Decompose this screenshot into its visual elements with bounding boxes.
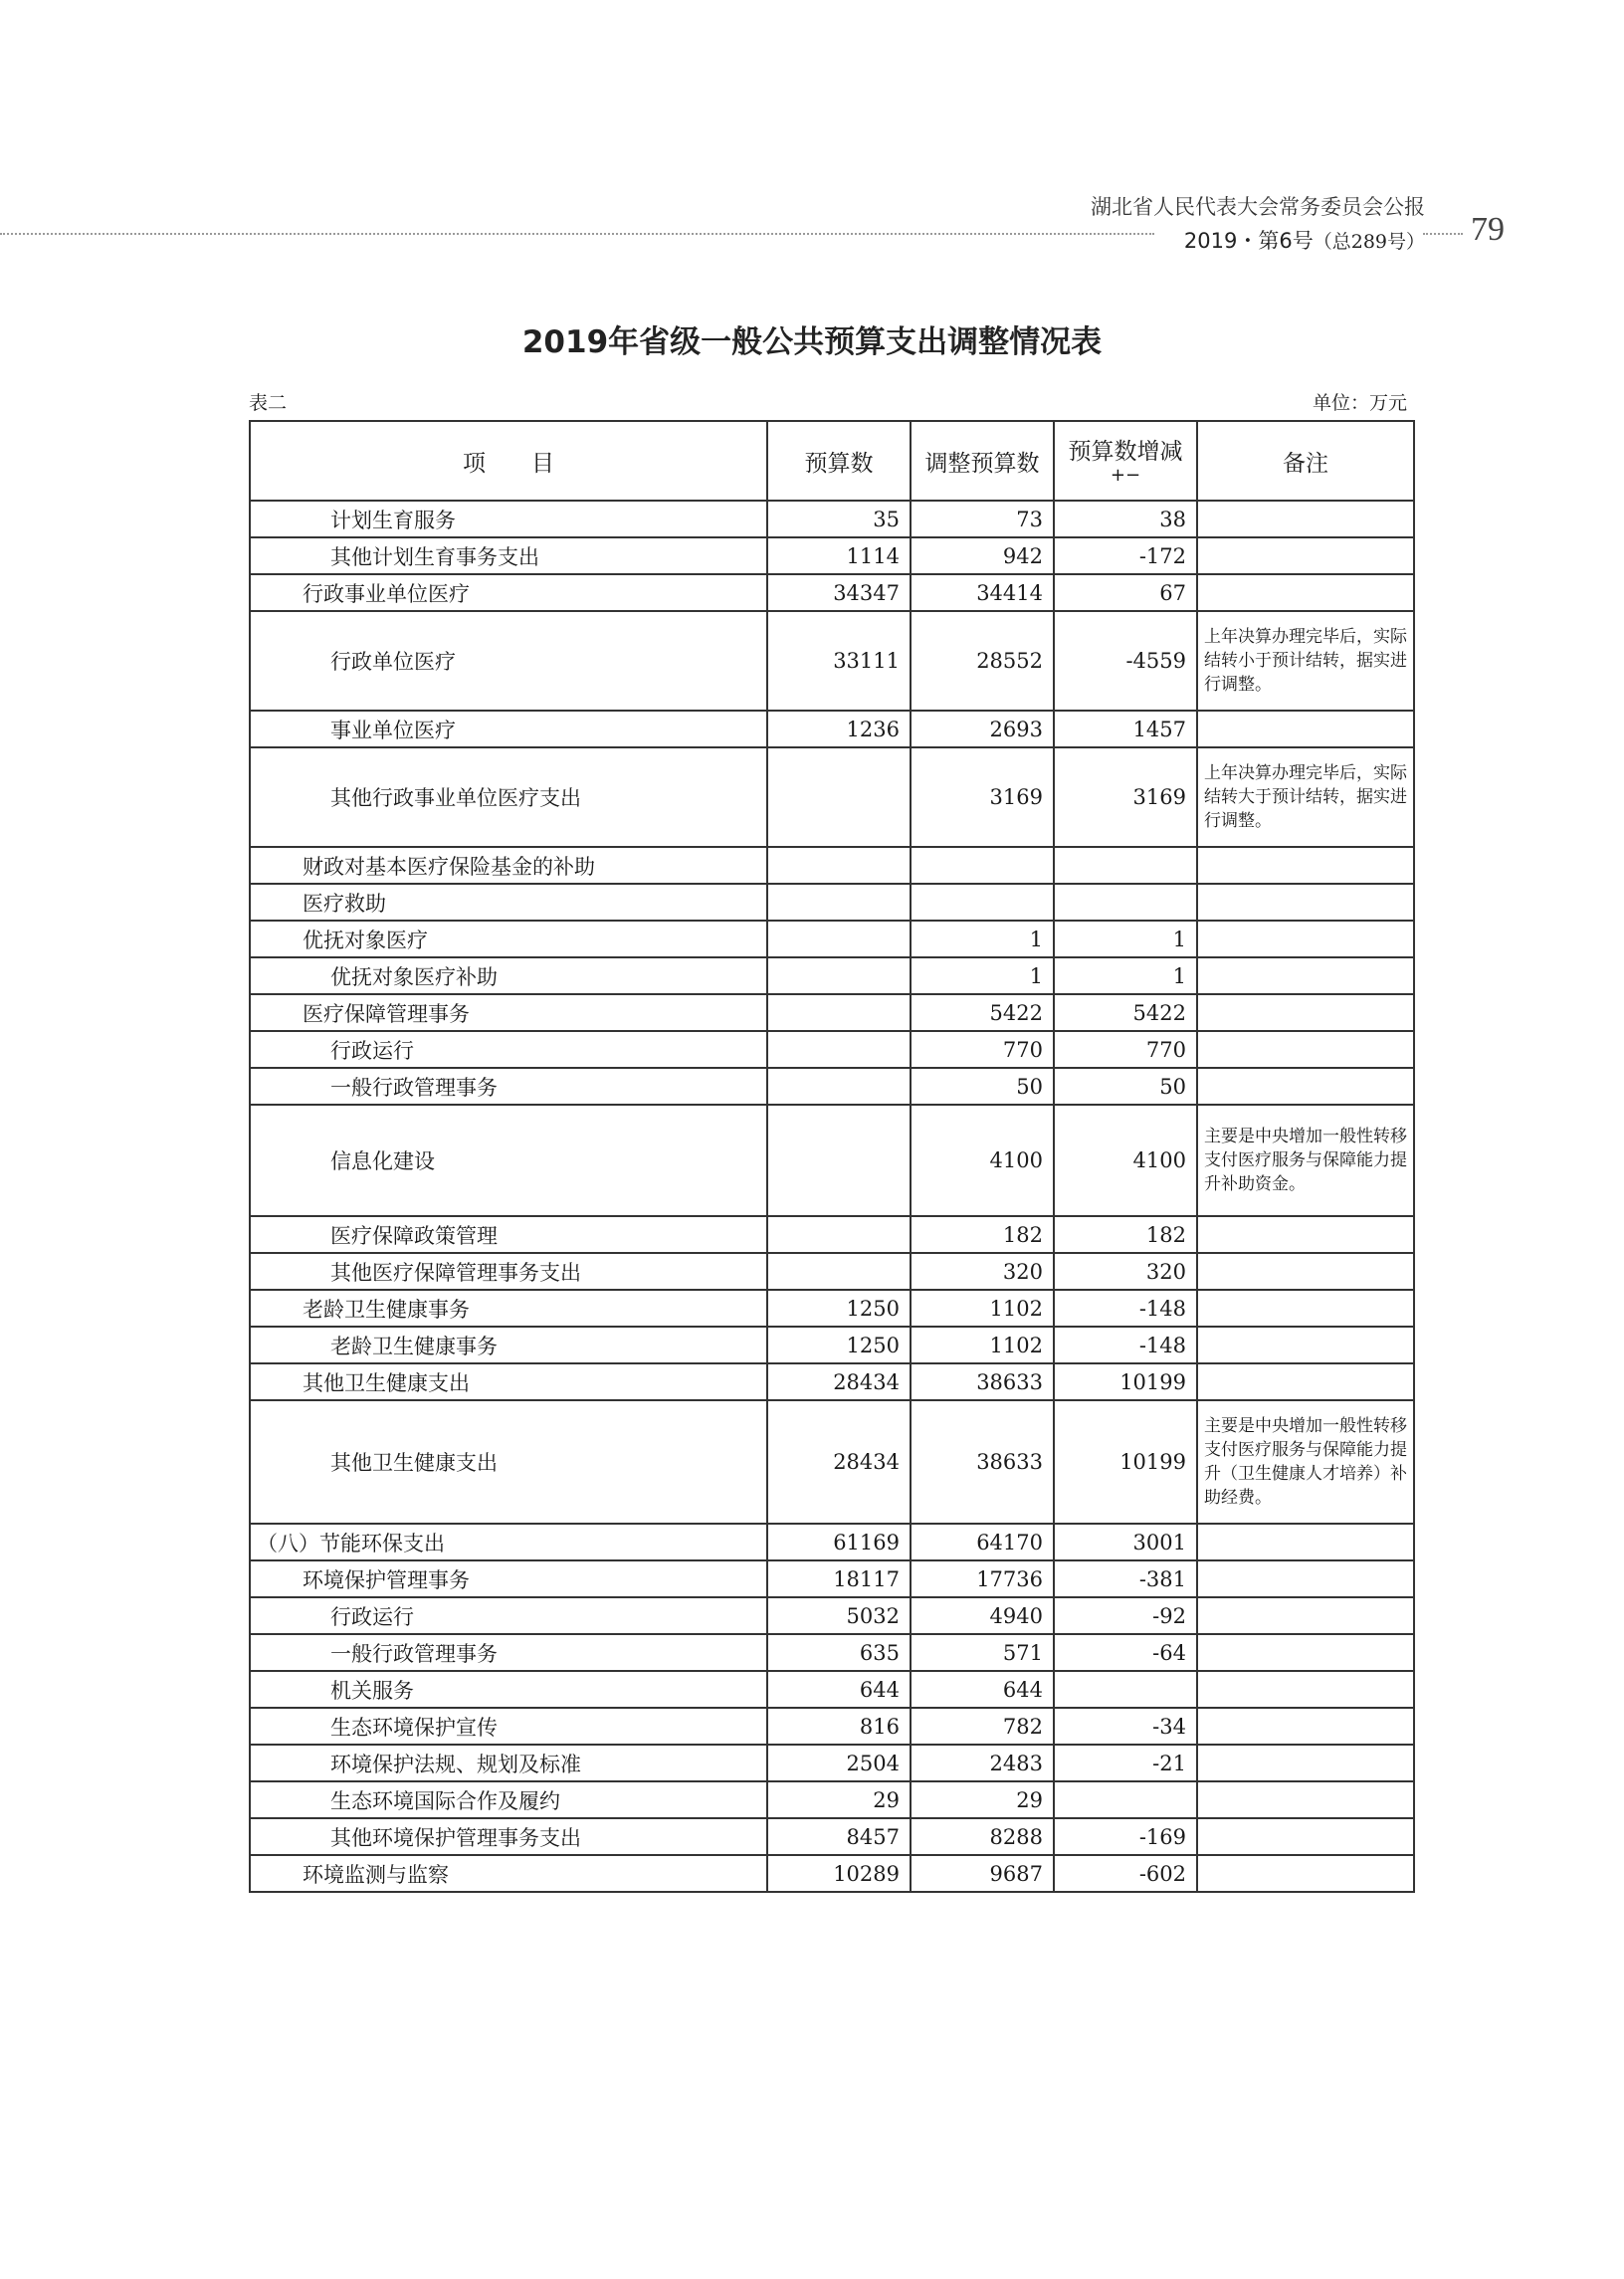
row-note-cell (1197, 501, 1414, 537)
row-note-cell (1197, 1634, 1414, 1671)
row-change-cell: 3001 (1054, 1524, 1197, 1560)
row-note-cell (1197, 711, 1414, 747)
row-note-cell: 上年决算办理完毕后，实际结转大于预计结转，据实进行调整。 (1197, 747, 1414, 847)
row-adjusted-cell: 38633 (911, 1400, 1054, 1524)
row-change-cell: -92 (1054, 1597, 1197, 1634)
row-change-cell (1054, 847, 1197, 884)
row-budget-cell: 8457 (767, 1818, 911, 1855)
table-row (250, 1105, 1414, 1216)
table-row (250, 501, 1414, 537)
row-change-cell: 4100 (1054, 1105, 1197, 1216)
row-budget-cell (767, 1253, 911, 1290)
row-change-cell: 1 (1054, 957, 1197, 994)
row-change-cell: 182 (1054, 1216, 1197, 1253)
col-header-change-sign: +− (1110, 465, 1141, 486)
row-note-cell: 主要是中央增加一般性转移支付医疗服务与保障能力提升补助资金。 (1197, 1105, 1414, 1216)
row-item-cell: 信息化建设 (250, 1105, 767, 1216)
page-number: 79 (1471, 211, 1505, 248)
row-adjusted-cell: 1102 (911, 1327, 1054, 1363)
row-change-cell: 5422 (1054, 994, 1197, 1031)
row-item-cell: 生态环境国际合作及履约 (250, 1781, 767, 1818)
row-change-cell: 770 (1054, 1031, 1197, 1068)
row-change-cell: 3169 (1054, 747, 1197, 847)
row-budget-cell: 28434 (767, 1400, 911, 1524)
row-adjusted-cell: 28552 (911, 611, 1054, 711)
table-row (250, 1560, 1414, 1597)
row-note-cell (1197, 921, 1414, 957)
row-item-cell: 事业单位医疗 (250, 711, 767, 747)
row-note-cell (1197, 1745, 1414, 1781)
row-adjusted-cell: 64170 (911, 1524, 1054, 1560)
row-note-cell (1197, 1708, 1414, 1745)
row-item-cell: 其他卫生健康支出 (250, 1400, 767, 1524)
row-budget-cell: 635 (767, 1634, 911, 1671)
row-note-cell (1197, 957, 1414, 994)
row-note-cell (1197, 1524, 1414, 1560)
table-row (250, 884, 1414, 921)
table-row (250, 537, 1414, 574)
row-budget-cell (767, 747, 911, 847)
row-budget-cell: 61169 (767, 1524, 911, 1560)
row-budget-cell: 1236 (767, 711, 911, 747)
row-budget-cell: 18117 (767, 1560, 911, 1597)
row-adjusted-cell: 5422 (911, 994, 1054, 1031)
page-title: 2019年省级一般公共预算支出调整情况表 (521, 324, 1103, 360)
table-body (250, 501, 1414, 1892)
row-note-cell (1197, 1068, 1414, 1105)
row-change-cell: 67 (1054, 574, 1197, 611)
row-item-cell: 行政单位医疗 (250, 611, 767, 711)
row-item-cell: （八）节能环保支出 (250, 1524, 767, 1560)
budget-table (249, 420, 1415, 1893)
table-row (250, 747, 1414, 847)
table-row (250, 1216, 1414, 1253)
table-row (250, 1781, 1414, 1818)
table-row (250, 1855, 1414, 1892)
table-row (250, 1327, 1414, 1363)
row-budget-cell: 10289 (767, 1855, 911, 1892)
row-adjusted-cell: 2483 (911, 1745, 1054, 1781)
col-header-note: 备注 (1197, 421, 1414, 501)
row-budget-cell: 34347 (767, 574, 911, 611)
table-row (250, 1634, 1414, 1671)
row-change-cell: -148 (1054, 1290, 1197, 1327)
row-adjusted-cell: 9687 (911, 1855, 1054, 1892)
row-note-cell (1197, 1818, 1414, 1855)
row-note-cell (1197, 1290, 1414, 1327)
row-note-cell (1197, 994, 1414, 1031)
row-budget-cell (767, 957, 911, 994)
issue-number: 2019・第6号 (1183, 229, 1314, 253)
row-item-cell: 行政运行 (250, 1031, 767, 1068)
row-budget-cell: 816 (767, 1708, 911, 1745)
row-item-cell: 环境监测与监察 (250, 1855, 767, 1892)
header-dotted-rule (0, 233, 1154, 235)
row-note-cell (1197, 1597, 1414, 1634)
row-item-cell: 一般行政管理事务 (250, 1634, 767, 1671)
issue-line (1184, 225, 1425, 255)
row-note-cell (1197, 1216, 1414, 1253)
row-change-cell: -381 (1054, 1560, 1197, 1597)
row-item-cell: 其他医疗保障管理事务支出 (250, 1253, 767, 1290)
table-row (250, 1524, 1414, 1560)
table-row (250, 1671, 1414, 1708)
row-item-cell: 环境保护法规、规划及标准 (250, 1745, 767, 1781)
row-budget-cell (767, 1105, 911, 1216)
row-change-cell: 50 (1054, 1068, 1197, 1105)
row-change-cell: 10199 (1054, 1363, 1197, 1400)
row-budget-cell (767, 921, 911, 957)
row-item-cell: 行政运行 (250, 1597, 767, 1634)
row-adjusted-cell: 1102 (911, 1290, 1054, 1327)
row-budget-cell (767, 847, 911, 884)
row-adjusted-cell: 38633 (911, 1363, 1054, 1400)
table-row (250, 711, 1414, 747)
row-change-cell: -21 (1054, 1745, 1197, 1781)
issue-total: （总289号） (1313, 231, 1425, 253)
row-budget-cell: 644 (767, 1671, 911, 1708)
row-item-cell: 计划生育服务 (250, 501, 767, 537)
row-change-cell: 1457 (1054, 711, 1197, 747)
row-note-cell (1197, 847, 1414, 884)
row-budget-cell (767, 884, 911, 921)
row-item-cell: 优抚对象医疗补助 (250, 957, 767, 994)
row-budget-cell: 1250 (767, 1327, 911, 1363)
row-note-cell: 上年决算办理完毕后，实际结转小于预计结转，据实进行调整。 (1197, 611, 1414, 711)
row-change-cell: 1 (1054, 921, 1197, 957)
row-adjusted-cell: 1 (911, 921, 1054, 957)
row-note-cell (1197, 1855, 1414, 1892)
row-item-cell: 医疗救助 (250, 884, 767, 921)
row-adjusted-cell: 942 (911, 537, 1054, 574)
row-budget-cell (767, 1068, 911, 1105)
row-change-cell (1054, 1781, 1197, 1818)
table-row (250, 994, 1414, 1031)
row-note-cell: 主要是中央增加一般性转移支付医疗服务与保障能力提升（卫生健康人才培养）补助经费。 (1197, 1400, 1414, 1524)
row-note-cell (1197, 1327, 1414, 1363)
row-adjusted-cell (911, 847, 1054, 884)
unit-label: 单位：万元 (1312, 392, 1407, 414)
col-header-item: 项 目 (250, 421, 767, 501)
col-header-change-label: 预算数增减 (1068, 439, 1183, 465)
table-row (250, 1745, 1414, 1781)
row-note-cell (1197, 1671, 1414, 1708)
row-item-cell: 老龄卫生健康事务 (250, 1327, 767, 1363)
row-item-cell: 行政事业单位医疗 (250, 574, 767, 611)
row-adjusted-cell: 182 (911, 1216, 1054, 1253)
row-item-cell: 优抚对象医疗 (250, 921, 767, 957)
row-adjusted-cell: 4940 (911, 1597, 1054, 1634)
row-note-cell (1197, 1031, 1414, 1068)
row-note-cell (1197, 884, 1414, 921)
row-note-cell (1197, 1560, 1414, 1597)
row-budget-cell: 5032 (767, 1597, 911, 1634)
row-adjusted-cell: 571 (911, 1634, 1054, 1671)
table-row (250, 921, 1414, 957)
row-adjusted-cell: 4100 (911, 1105, 1054, 1216)
row-change-cell (1054, 884, 1197, 921)
row-budget-cell: 35 (767, 501, 911, 537)
row-change-cell: -34 (1054, 1708, 1197, 1745)
table-row (250, 1363, 1414, 1400)
publication-name: 湖北省人民代表大会常务委员会公报 (1091, 195, 1425, 219)
row-budget-cell (767, 1031, 911, 1068)
row-change-cell: 10199 (1054, 1400, 1197, 1524)
row-change-cell (1054, 1671, 1197, 1708)
row-note-cell (1197, 537, 1414, 574)
table-row (250, 611, 1414, 711)
row-budget-cell: 1114 (767, 537, 911, 574)
table-row (250, 1068, 1414, 1105)
table-row (250, 1253, 1414, 1290)
table-row (250, 1290, 1414, 1327)
row-budget-cell: 1250 (767, 1290, 911, 1327)
col-header-change (1054, 421, 1197, 501)
header-dotted-rule-right (1423, 233, 1463, 235)
row-note-cell (1197, 574, 1414, 611)
row-item-cell: 其他计划生育事务支出 (250, 537, 767, 574)
row-note-cell (1197, 1781, 1414, 1818)
row-adjusted-cell: 770 (911, 1031, 1054, 1068)
row-item-cell: 机关服务 (250, 1671, 767, 1708)
row-adjusted-cell: 50 (911, 1068, 1054, 1105)
row-adjusted-cell: 2693 (911, 711, 1054, 747)
col-header-budget: 预算数 (767, 421, 911, 501)
row-change-cell: -169 (1054, 1818, 1197, 1855)
row-change-cell: -602 (1054, 1855, 1197, 1892)
row-adjusted-cell (911, 884, 1054, 921)
table-row (250, 1400, 1414, 1524)
row-item-cell: 其他行政事业单位医疗支出 (250, 747, 767, 847)
row-item-cell: 医疗保障政策管理 (250, 1216, 767, 1253)
row-budget-cell (767, 1216, 911, 1253)
table-row (250, 1708, 1414, 1745)
row-adjusted-cell: 34414 (911, 574, 1054, 611)
table-row (250, 847, 1414, 884)
row-item-cell: 其他卫生健康支出 (250, 1363, 767, 1400)
row-item-cell: 生态环境保护宣传 (250, 1708, 767, 1745)
col-header-adjusted: 调整预算数 (911, 421, 1054, 501)
row-adjusted-cell: 782 (911, 1708, 1054, 1745)
row-adjusted-cell: 1 (911, 957, 1054, 994)
row-item-cell: 环境保护管理事务 (250, 1560, 767, 1597)
row-item-cell: 医疗保障管理事务 (250, 994, 767, 1031)
row-note-cell (1197, 1363, 1414, 1400)
row-adjusted-cell: 73 (911, 501, 1054, 537)
row-budget-cell: 2504 (767, 1745, 911, 1781)
table-row (250, 1031, 1414, 1068)
row-change-cell: -148 (1054, 1327, 1197, 1363)
table-row (250, 1597, 1414, 1634)
row-item-cell: 老龄卫生健康事务 (250, 1290, 767, 1327)
row-budget-cell: 28434 (767, 1363, 911, 1400)
row-adjusted-cell: 8288 (911, 1818, 1054, 1855)
row-change-cell: -172 (1054, 537, 1197, 574)
table-header-row (250, 421, 1414, 501)
row-change-cell: 38 (1054, 501, 1197, 537)
row-adjusted-cell: 320 (911, 1253, 1054, 1290)
row-change-cell: -64 (1054, 1634, 1197, 1671)
row-adjusted-cell: 29 (911, 1781, 1054, 1818)
table-id: 表二 (249, 392, 288, 414)
table-row (250, 957, 1414, 994)
row-adjusted-cell: 3169 (911, 747, 1054, 847)
row-note-cell (1197, 1253, 1414, 1290)
row-change-cell: -4559 (1054, 611, 1197, 711)
table-row (250, 574, 1414, 611)
row-adjusted-cell: 644 (911, 1671, 1054, 1708)
row-change-cell: 320 (1054, 1253, 1197, 1290)
row-adjusted-cell: 17736 (911, 1560, 1054, 1597)
row-budget-cell: 33111 (767, 611, 911, 711)
row-budget-cell (767, 994, 911, 1031)
table-row (250, 1818, 1414, 1855)
row-item-cell: 其他环境保护管理事务支出 (250, 1818, 767, 1855)
row-item-cell: 一般行政管理事务 (250, 1068, 767, 1105)
row-budget-cell: 29 (767, 1781, 911, 1818)
row-item-cell: 财政对基本医疗保险基金的补助 (250, 847, 767, 884)
